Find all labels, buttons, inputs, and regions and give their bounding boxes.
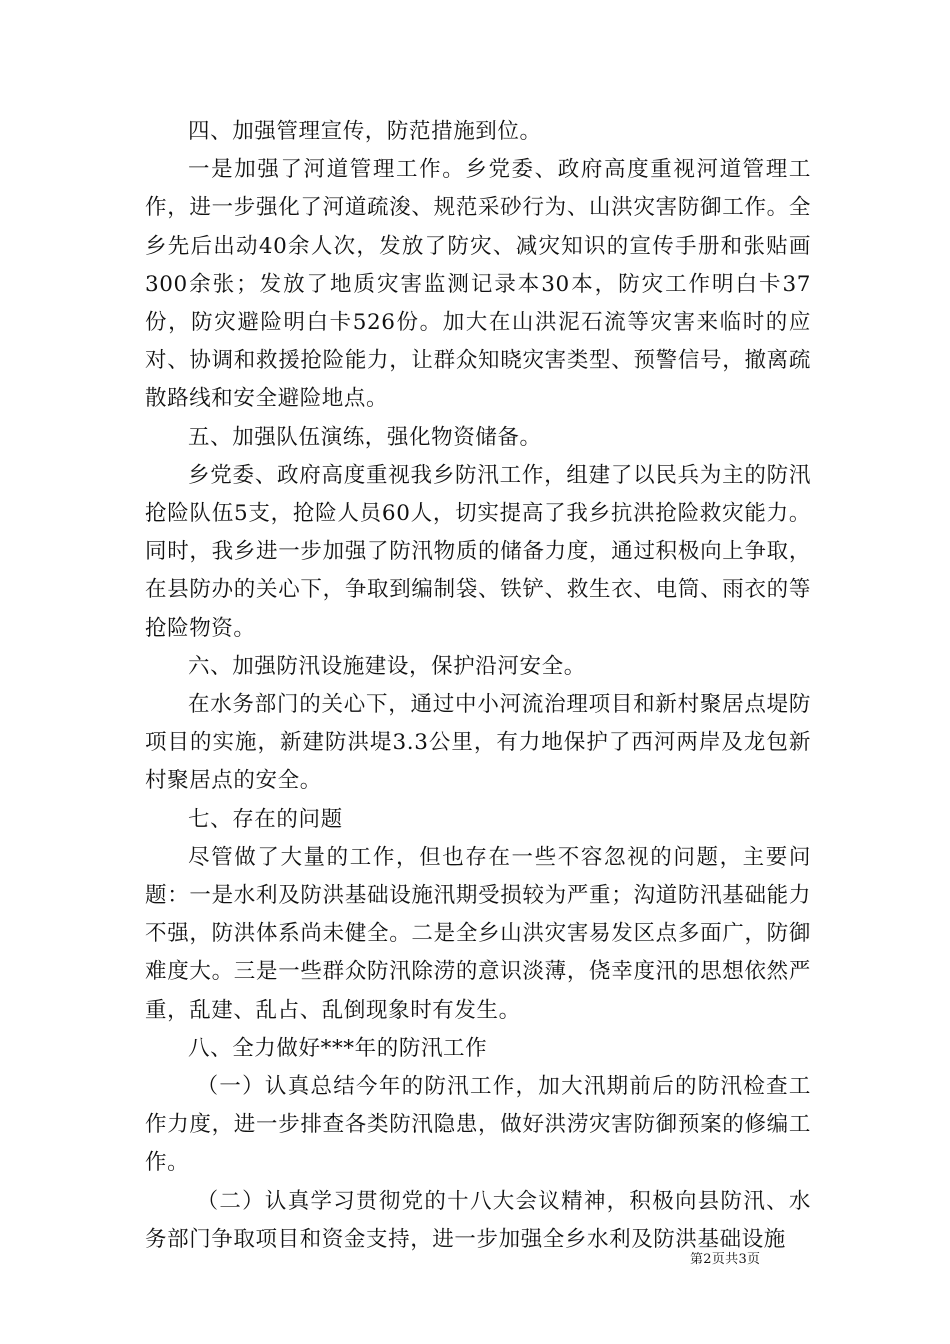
paragraph-existing-problems: 尽管做了大量的工作，但也存在一些不容忽视的问题，主要问题：一是水利及防洪基础设施汛期受损较为严重；沟道防汛基础能力不强，防洪体系尚未健全。二是全乡山洪灾害易发区点多面广，防御难度大。三是一些群众防汛除涝的意识淡薄，侥幸度汛的思想依然严重，乱建、乱占、乱倒现象时有发生。 xyxy=(145,844,811,1023)
paragraph-item-1: （一）认真总结今年的防汛工作，加大汛期前后的防汛检查工作力度，进一步排查各类防汛隐患，做好洪涝灾害防御预案的修编工作。 xyxy=(145,1074,811,1176)
section-heading-7: 七、存在的问题 xyxy=(188,806,343,832)
document-body xyxy=(145,113,811,1259)
page-number: 第2页共3页 xyxy=(690,1252,761,1267)
section-heading-6: 六、加强防汛设施建设，保护沿河安全。 xyxy=(188,653,586,679)
paragraph-river-management: 一是加强了河道管理工作。乡党委、政府高度重视河道管理工作，进一步强化了河道疏浚、规范采砂行为、山洪灾害防御工作。全乡先后出动40余人次，发放了防灾、减灾知识的宣传手册和张贴画300余张；发放了地质灾害监测记录本30本，防灾工作明白卡37份，防灾避险明白卡526份。加大在山洪泥石流等灾害来临时的应对、协调和救援抢险能力，让群众知晓灾害类型、预警信号，撤离疏散路线和安全避险地点。 xyxy=(145,157,811,412)
section-heading-8: 八、全力做好***年的防汛工作 xyxy=(188,1035,488,1061)
section-heading-5: 五、加强队伍演练，强化物资储备。 xyxy=(188,424,542,450)
section-heading-4: 四、加强管理宣传，防范措施到位。 xyxy=(188,119,542,144)
paragraph-rescue-team: 乡党委、政府高度重视我乡防汛工作，组建了以民兵为主的防汛抢险队伍5支，抢险人员60人，切实提高了我乡抗洪抢险救灾能力。同时，我乡进一步加强了防汛物质的储备力度，通过积极向上争取，在县防办的关心下，争取到编制袋、铁铲、救生衣、电筒、雨衣的等抢险物资。 xyxy=(145,462,811,641)
paragraph-item-2: （二）认真学习贯彻党的十八大会议精神，积极向县防汛、水务部门争取项目和资金支持，进一步加强全乡水利及防洪基础设施 xyxy=(145,1188,811,1252)
paragraph-flood-levee: 在水务部门的关心下，通过中小河流治理项目和新村聚居点堤防项目的实施，新建防洪堤3.3公里，有力地保护了西河两岸及龙包新村聚居点的安全。 xyxy=(145,692,811,794)
